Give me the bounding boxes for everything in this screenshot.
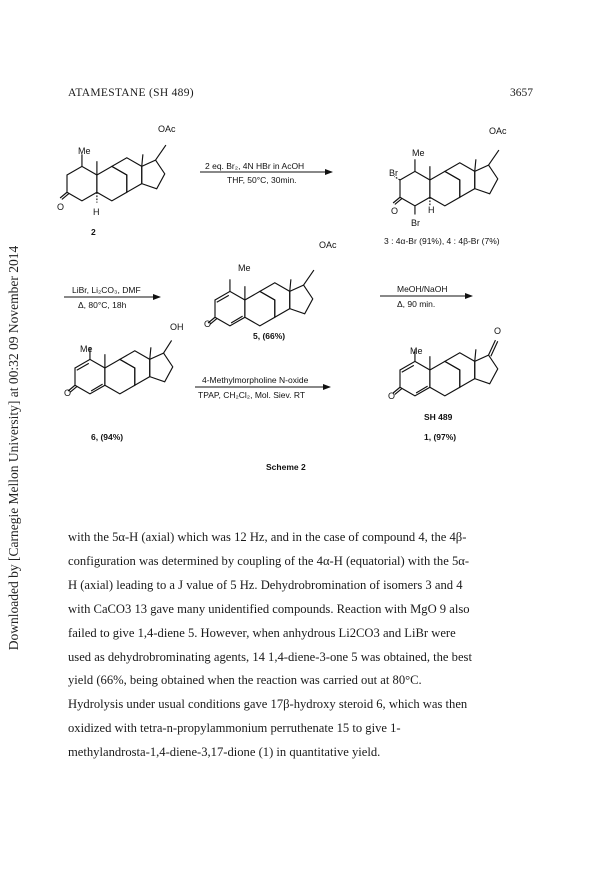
c34-me: Me <box>412 148 425 158</box>
c1-me: Me <box>410 346 423 356</box>
body-line: yield (66%, being obtained when the reaction was carried out at 80°C. <box>68 673 422 688</box>
c6-oh: OH <box>170 322 184 332</box>
body-line: oxidized with tetra-n-propylammonium perruthenate 15 to give 1- <box>68 721 401 736</box>
c34-br-bottom: Br <box>411 218 420 228</box>
body-line: with the 5α-H (axial) which was 12 Hz, and in the case of compound 4, the 4β- <box>68 530 467 544</box>
c5-oac: OAc <box>319 240 337 250</box>
body-paragraph <box>68 526 536 765</box>
arrow2-conditions: Δ, 80°C, 18h <box>78 300 127 310</box>
c1-name: SH 489 <box>424 412 453 422</box>
arrow3-conditions: Δ, 90 min. <box>397 299 436 309</box>
c34-br-left: Br <box>389 168 398 178</box>
arrow2-reagents: LiBr, Li₂CO₃, DMF <box>72 285 141 295</box>
c34-oac: OAc <box>489 126 507 136</box>
arrow1-conditions: THF, 50°C, 30min. <box>227 175 297 185</box>
c34-hydrogen: H <box>428 205 435 215</box>
page-number: 3657 <box>510 87 533 99</box>
download-notice: Downloaded by [Carnegie Mellon University] at 00:32 09 November 2014 <box>6 245 21 651</box>
c2-me: Me <box>78 146 91 156</box>
c2-label: 2 <box>91 227 96 237</box>
c2-oac: OAc <box>158 124 176 134</box>
c6-label: 6, (94%) <box>91 432 124 442</box>
c5-me: Me <box>238 263 251 273</box>
c6-me: Me <box>80 344 93 354</box>
compound-5 <box>208 270 314 326</box>
arrow4-conditions: TPAP, CH₂Cl₂, Mol. Siev. RT <box>198 390 306 400</box>
body-line: methylandrosta-1,4-diene-3,17-dione (1) in quantitative yield. <box>68 745 381 760</box>
c34-label: 3 : 4α-Br (91%), 4 : 4β-Br (7%) <box>384 236 500 246</box>
scheme-title: Scheme 2 <box>266 462 306 472</box>
c1-label: 1, (97%) <box>424 432 457 442</box>
arrow1-reagents: 2 eq. Br₂, 4N HBr in AcOH <box>205 161 305 171</box>
arrow4-reagents: 4-Methylmorpholine N-oxide <box>202 375 309 385</box>
body-line: H (axial) leading to a J value of 5 Hz. Dehydrobromination of isomers 3 and 4 <box>68 577 463 592</box>
body-line: with CaCO3 13 gave many unidentified compounds. Reaction with MgO 9 also <box>68 601 470 616</box>
arrow3-reagents: MeOH/NaOH <box>397 284 448 294</box>
body-line: Hydrolysis under usual conditions gave 17β-hydroxy steroid 6, which was then <box>68 697 468 712</box>
c1-oxo: O <box>494 326 502 336</box>
compound-1 <box>393 340 498 396</box>
c5-label: 5, (66%) <box>253 331 286 341</box>
c2-oxygen: O <box>57 202 65 212</box>
c1-oxygen: O <box>388 391 396 401</box>
c34-oxygen: O <box>391 206 399 216</box>
compound-3-4 <box>393 150 499 214</box>
c6-oxygen: O <box>64 388 72 398</box>
running-title: ATAMESTANE (SH 489) <box>68 87 194 99</box>
c5-oxygen: O <box>204 319 212 329</box>
compound-2 <box>60 145 166 203</box>
body-line: configuration was determined by coupling of the 4α-H (equatorial) with the 5α- <box>68 553 470 568</box>
body-line: used as dehydrobrominating agents, 14 1,4-diene-3-one 5 was obtained, the best <box>68 649 472 664</box>
c2-hydrogen: H <box>93 207 100 217</box>
body-line: failed to give 1,4-diene 5. However, when anhydrous Li2CO3 and LiBr were <box>68 625 456 640</box>
